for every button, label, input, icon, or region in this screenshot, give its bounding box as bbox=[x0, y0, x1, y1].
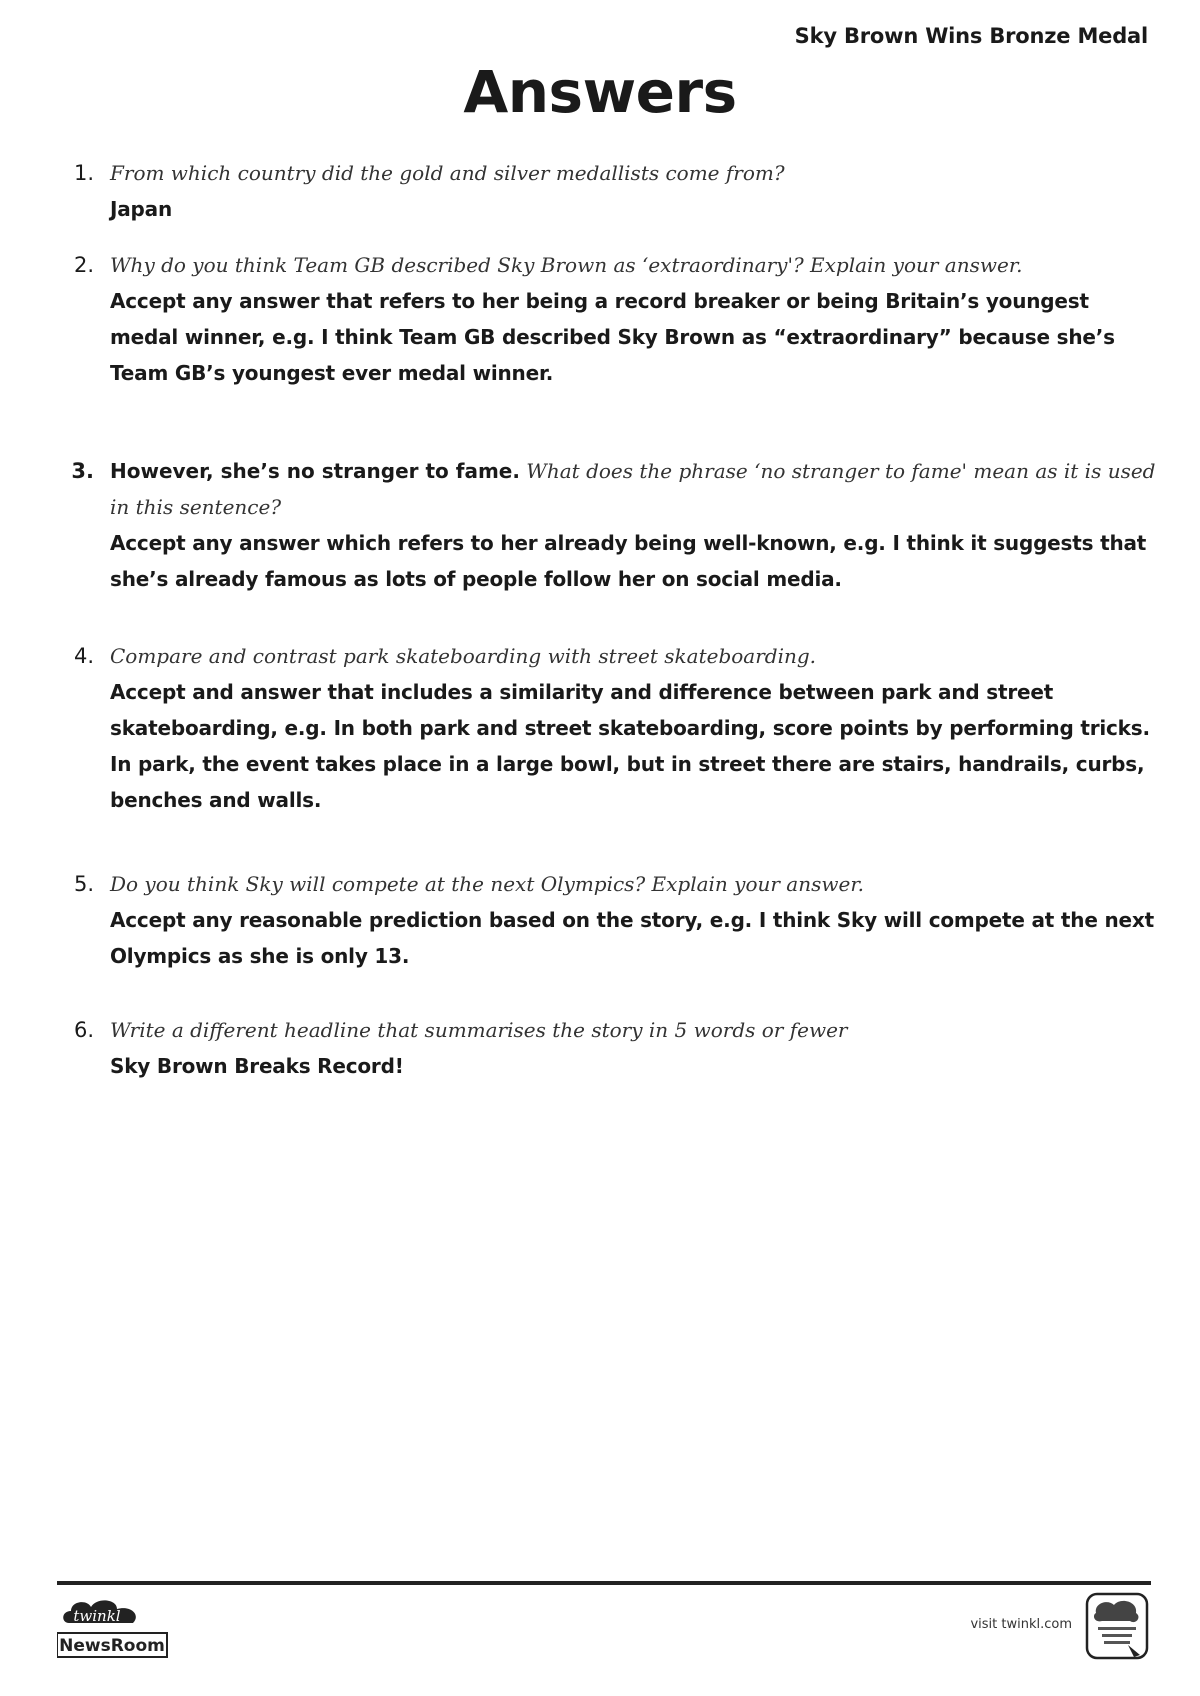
question-number: 2. bbox=[73, 253, 94, 277]
question-quote: However, she’s no stranger to fame. bbox=[110, 459, 520, 483]
page-title: Answers bbox=[463, 58, 737, 126]
answer-text: Sky Brown Breaks Record! bbox=[110, 1054, 404, 1078]
svg-text:NewsRoom: NewsRoom bbox=[59, 1636, 165, 1656]
question-text: Do you think Sky will compete at the next Olympics? Explain your answer. bbox=[110, 872, 865, 896]
svg-text:twinkl: twinkl bbox=[73, 1607, 121, 1625]
answer-text: Accept and answer that includes a similarity and difference between park and street skateboarding, e.g. In both park and street skateboarding, score points by performing tricks. In park, the event takes place in a large bowl, but in street there are stairs, handrails, curbs, benches and walls. bbox=[110, 680, 1150, 812]
document-title: Sky Brown Wins Bronze Medal bbox=[794, 24, 1148, 48]
twinkl-newsroom-logo bbox=[57, 1593, 169, 1665]
question-number: 6. bbox=[73, 1018, 94, 1042]
question-text: From which country did the gold and silver medallists come from? bbox=[110, 161, 785, 185]
visit-link[interactable]: visit twinkl.com bbox=[970, 1617, 1072, 1632]
question-number: 4. bbox=[73, 644, 94, 668]
answer-text: Accept any reasonable prediction based on the story, e.g. I think Sky will compete at the next Olympics as she is only 13. bbox=[110, 908, 1154, 968]
answer-text: Japan bbox=[110, 197, 172, 221]
footer-divider bbox=[57, 1581, 1151, 1585]
question-number: 5. bbox=[73, 872, 94, 896]
question-text bbox=[110, 453, 1160, 525]
question-text: Compare and contrast park skateboarding with street skateboarding. bbox=[110, 644, 817, 668]
answer-text: Accept any answer which refers to her already being well-known, e.g. I think it suggests that she’s already famous as lots of people follow her on social media. bbox=[110, 531, 1147, 591]
quality-standard-badge-icon bbox=[1084, 1591, 1152, 1663]
answer-text: Accept any answer that refers to her being a record breaker or being Britain’s youngest medal winner, e.g. I think Team GB described Sky Brown as “extraordinary” because she’s Team GB’s youngest ever medal winner. bbox=[110, 289, 1115, 385]
question-number: 3. bbox=[71, 459, 94, 483]
question-prompt: What does the phrase ‘no stranger to fame' mean as it is used in this sentence? bbox=[110, 459, 1156, 519]
question-text: Why do you think Team GB described Sky Brown as ‘extraordinary'? Explain your answer. bbox=[110, 253, 1023, 277]
question-number: 1. bbox=[73, 161, 94, 185]
question-text: Write a different headline that summarises the story in 5 words or fewer bbox=[110, 1018, 848, 1042]
